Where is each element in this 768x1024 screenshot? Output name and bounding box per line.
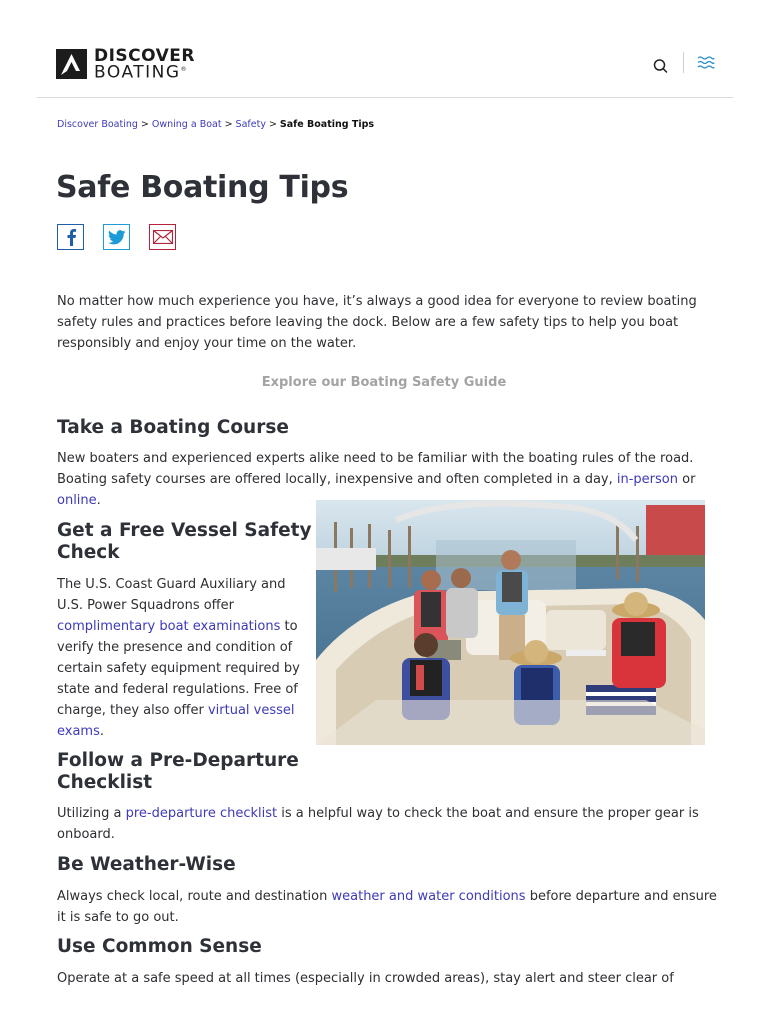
vessel-text-1: The U.S. Coast Guard Auxiliary and U.S. Power Squadrons offer — [57, 577, 286, 613]
safety-guide-link[interactable]: Explore our Boating Safety Guide — [261, 375, 507, 390]
logo-mark-icon — [56, 49, 87, 79]
pre-departure-checklist-link[interactable]: pre-departure checklist — [125, 806, 278, 821]
share-twitter-button[interactable] — [103, 224, 130, 250]
breadcrumb-link-owning-a-boat[interactable]: Owning a Boat — [151, 119, 222, 130]
page-title: Safe Boating Tips — [56, 170, 349, 205]
in-person-link[interactable]: in-person — [616, 472, 678, 487]
breadcrumb-current: Safe Boating Tips — [279, 119, 375, 130]
checklist-text-2: is a helpful way to check the boat and ensure the proper gear is onboard. — [57, 806, 699, 842]
vessel-text-2: to verify the presence and condition of certain safety equipment required by state and federal regulations. Free of charge, they also offer — [57, 619, 300, 718]
share-facebook-button[interactable] — [57, 224, 84, 250]
search-icon — [652, 57, 670, 75]
boat-examinations-link[interactable]: complimentary boat examinations — [57, 619, 281, 634]
heading-pre-departure-checklist: Follow a Pre-Departure Checklist — [57, 750, 299, 793]
breadcrumb-separator: > — [140, 119, 149, 130]
share-email-button[interactable] — [149, 224, 176, 250]
weather-paragraph — [57, 886, 717, 928]
heading-common-sense: Use Common Sense — [57, 936, 262, 957]
course-text-end: . — [96, 493, 101, 508]
email-icon — [153, 230, 173, 244]
waves-menu-icon — [697, 55, 715, 71]
course-text-mid: or — [677, 472, 696, 487]
breadcrumb-separator: > — [268, 119, 277, 130]
intro-paragraph: No matter how much experience you have, it’s always a good idea for everyone to review boating safety rules and practices before leaving the dock. Below are a few safety tips to help you boat responsibly and enjoy your time on the water. — [57, 294, 697, 351]
logo-line-2-text: BOATING — [94, 62, 181, 83]
heading-vessel-safety-check: Get a Free Vessel Safety Check — [57, 520, 312, 563]
logo-line-2 — [94, 62, 195, 83]
menu-button[interactable] — [697, 55, 715, 71]
weather-text-2: before departure and ensure it is safe to go out. — [57, 889, 717, 925]
twitter-icon — [108, 230, 126, 245]
heading-take-a-boating-course: Take a Boating Course — [57, 417, 289, 438]
checklist-paragraph — [57, 803, 717, 845]
course-text: New boaters and experienced experts alike need to be familiar with the boating rules of the road. Boating safety courses are offered locally, inexpensive and often completed in a day, — [57, 451, 694, 487]
online-link[interactable]: online — [57, 493, 97, 508]
common-sense-paragraph: Operate at a safe speed at all times (especially in crowded areas), stay alert and steer clear of — [57, 971, 674, 986]
weather-text-1: Always check local, route and destination — [57, 889, 332, 904]
virtual-vessel-exams-link[interactable]: virtual vessel exams — [57, 703, 295, 739]
discover-boating-logo[interactable] — [56, 46, 196, 83]
vessel-text-3: . — [99, 724, 105, 739]
logo-text — [94, 46, 196, 83]
breadcrumb-link-discover-boating[interactable]: Discover Boating — [57, 119, 138, 130]
vessel-paragraph — [57, 574, 309, 742]
heading-weather-wise: Be Weather-Wise — [57, 854, 236, 875]
breadcrumb — [57, 119, 374, 130]
boat-safety-check-photo — [316, 500, 705, 745]
weather-conditions-link[interactable]: weather and water conditions — [331, 889, 526, 904]
breadcrumb-link-safety[interactable]: Safety — [235, 119, 266, 130]
site-header — [37, 0, 733, 98]
breadcrumb-separator: > — [224, 119, 233, 130]
checklist-text-1: Utilizing a — [57, 806, 126, 821]
logo-line-1: DISCOVER — [94, 46, 196, 66]
search-button[interactable] — [652, 57, 670, 75]
logo-trademark: ® — [180, 66, 189, 73]
facebook-icon — [64, 228, 78, 246]
header-divider — [683, 52, 684, 73]
